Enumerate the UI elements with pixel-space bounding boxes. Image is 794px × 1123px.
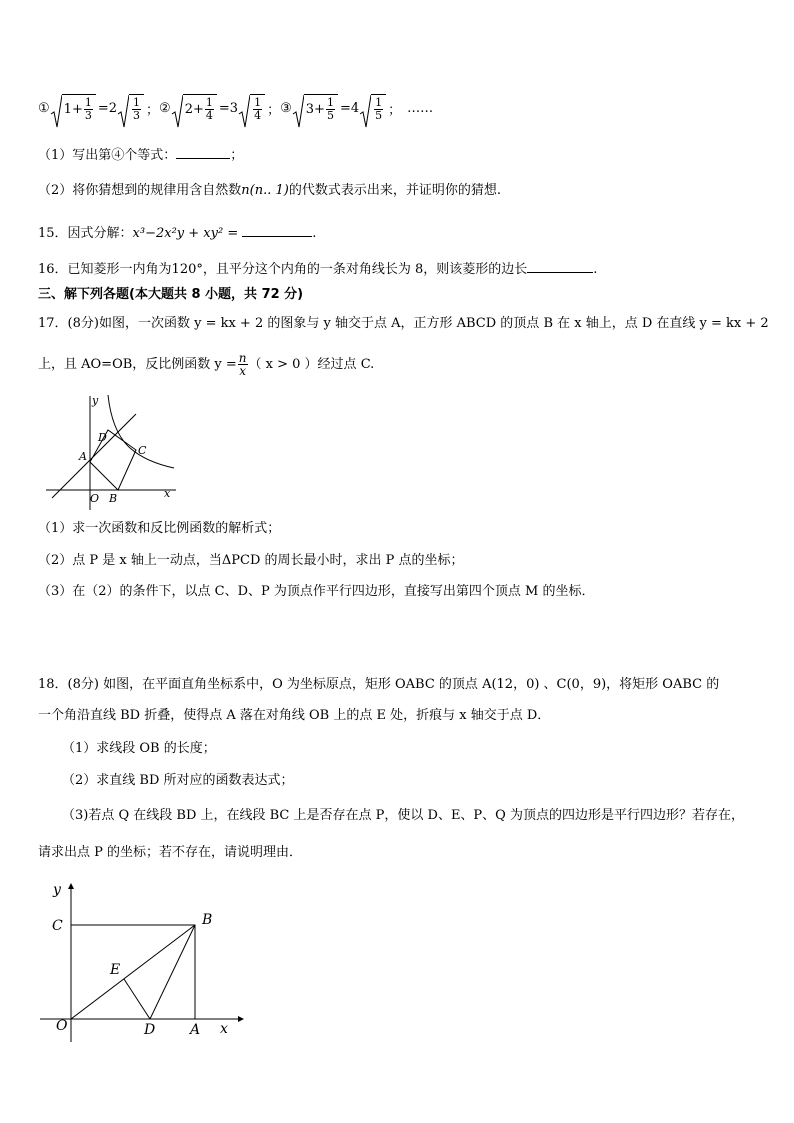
eq2-frac-num: 1 (205, 96, 213, 109)
q17-fraction (238, 352, 248, 377)
q16 (38, 260, 597, 279)
q18-label-E: E (110, 962, 121, 978)
q15-end: . (312, 226, 317, 241)
q18-label-x: x (220, 1021, 228, 1037)
q14-part1-end: ； (230, 148, 244, 163)
eq3-equals: = (339, 100, 351, 116)
q17-frac-num: n (238, 351, 247, 365)
eq3-sep: ； (388, 102, 402, 118)
q18-label-B: B (202, 912, 213, 928)
eq1-equals: = (97, 100, 109, 116)
q18-figure (40, 880, 255, 1050)
eq3-radical-right (359, 94, 386, 122)
q15 (38, 224, 316, 243)
eq3-frac-num: 1 (326, 96, 334, 109)
q14-part2-var: n (241, 183, 250, 198)
eq2-sep: ； (267, 102, 281, 118)
q15-blank (242, 224, 312, 237)
q16-blank (527, 260, 593, 273)
eq1-coef: 2 (108, 100, 118, 116)
q17-frac-den: x (239, 364, 247, 378)
eq1-frac-den: 3 (84, 109, 92, 122)
eq2-rhs-fraction (253, 97, 262, 122)
q18-diagonal-OB (71, 925, 195, 1019)
q16-text: 16．已知菱形一内角为120°，且平分这个内角的一条对角线长为 8，则该菱形的边长 (38, 262, 528, 277)
q14-part2-pre: （2）将你猜想到的规律用含自然数 (38, 183, 242, 198)
eq3-radical-left (292, 94, 338, 122)
q14-part1-text: （1）写出第④个等式： (38, 148, 177, 163)
q18-segment-DE (124, 979, 150, 1019)
q17-figure (46, 390, 186, 512)
eq1-rhs-fraction (132, 97, 141, 122)
eq3-marker: ③ (280, 100, 292, 116)
q14-part1-blank (176, 146, 230, 159)
eq3-rhs-den: 5 (375, 109, 383, 122)
eq3-rhs-fraction (374, 97, 383, 122)
q18-sub3b: 请求出点 P 的坐标；若不存在，请说明理由． (38, 845, 303, 860)
eq1-radical-left (50, 94, 96, 122)
eq2-frac-den: 4 (205, 109, 213, 122)
q17-line2 (38, 352, 374, 377)
eq1-plus: + (71, 102, 83, 117)
q18-label-D: D (144, 1022, 156, 1038)
eq1-marker: ① (38, 100, 50, 116)
eq2-radical-right (238, 94, 265, 122)
q17-label-A: A (79, 450, 87, 463)
q18-label-C: C (52, 918, 63, 934)
eq3-plus: + (314, 102, 325, 117)
q15-text: 15．因式分解： (38, 226, 133, 241)
eq2-fraction (205, 97, 214, 122)
q17-label-D: D (98, 431, 107, 444)
q14-part2-cond: (n.. 1) (249, 183, 289, 198)
eq2-coef: 3 (229, 100, 239, 116)
q18-sub2: （2）求直线 BD 所对应的函数表达式； (62, 773, 294, 788)
q17-line2-pre: 上，且 AO=OB，反比例函数 y = (38, 356, 237, 372)
eq1-a: 1 (63, 102, 72, 117)
q18-label-O: O (56, 1018, 68, 1034)
q17-label-x: x (164, 487, 171, 500)
eq2-plus: + (192, 102, 204, 117)
eq3-rhs-num: 1 (375, 96, 383, 109)
eq3-coef: 4 (350, 100, 360, 116)
eq2-marker: ② (159, 100, 171, 116)
q15-expr: x³−2x²y + xy² = (132, 226, 239, 241)
eq1-fraction (84, 97, 93, 122)
q17-label-O: O (90, 492, 100, 505)
q14-part2 (38, 182, 501, 200)
eq3-frac-den: 5 (326, 109, 334, 122)
eq1-sep: ； (146, 102, 160, 118)
eq1-frac-num: 1 (84, 96, 92, 109)
q17-hyperbola (108, 395, 174, 468)
q18-sub3: （3)若点 Q 在线段 BD 上，在线段 BC 上是否存在点 P，使以 D、E、P、Q 为顶点的四边形是平行四边形？若存在， (62, 808, 744, 823)
q18-line1: 18．(8分) 如图，在平面直角坐标系中，O 为坐标原点，矩形 OABC 的顶点 A(12，0) 、C(0，9)，将矩形 OABC 的 (38, 677, 720, 692)
q17-square-ABCD (90, 430, 136, 490)
section3-title: 三、解下列各题(本大题共 8 小题，共 72 分) (38, 287, 304, 302)
q17-label-B: B (109, 492, 118, 505)
q17-line1: 17．(8分)如图，一次函数 y = kx + 2 的图象与 y 轴交于点 A，正方形 ABCD 的顶点 B 在 x 轴上，点 D 在直线 y = kx + 2 (38, 316, 769, 331)
eq2-rhs-den: 4 (254, 109, 262, 122)
eq2-rhs-num: 1 (254, 96, 262, 109)
q17-label-C: C (138, 444, 147, 457)
q17-sub3: （3）在（2）的条件下，以点 C、D、P 为顶点作平行四边形，直接写出第四个顶点 M 的坐标． (38, 584, 595, 599)
q18-sub1: （1）求线段 OB 的长度； (62, 741, 216, 756)
q16-end: . (593, 262, 598, 277)
q18-line2: 一个角沿直线 BD 折叠，使得点 A 落在对角线 OB 上的点 E 处，折痕与 x 轴交于点 D． (38, 708, 551, 723)
eq3-fraction (326, 97, 335, 122)
eq1-radical-right (117, 94, 144, 122)
ellipsis: …… (407, 100, 434, 116)
eq3-a: 3 (305, 102, 315, 117)
eq2-radical-left (171, 94, 217, 122)
q17-sub2: （2）点 P 是 x 轴上一动点，当ΔPCD 的周长最小时，求出 P 点的坐标； (38, 553, 464, 568)
q17-line-ykx2 (52, 414, 136, 498)
sqrt-equations-line (38, 88, 433, 128)
q17-sub1: （1）求一次函数和反比例函数的解析式； (38, 521, 281, 536)
eq2-a: 2 (184, 102, 193, 117)
eq1-rhs-den: 3 (133, 109, 141, 122)
q18-label-y: y (53, 882, 61, 898)
q14-part2-post: 的代数式表示出来，并证明你的猜想. (288, 183, 501, 198)
eq1-rhs-num: 1 (133, 96, 141, 109)
eq2-equals: = (218, 100, 230, 116)
q18-fold-BD (150, 925, 195, 1019)
q17-label-y: y (92, 394, 99, 407)
q18-label-A: A (190, 1022, 201, 1038)
q14-part1 (38, 146, 243, 165)
q17-line2-post: （ x > 0 ）经过点 C. (248, 356, 375, 372)
